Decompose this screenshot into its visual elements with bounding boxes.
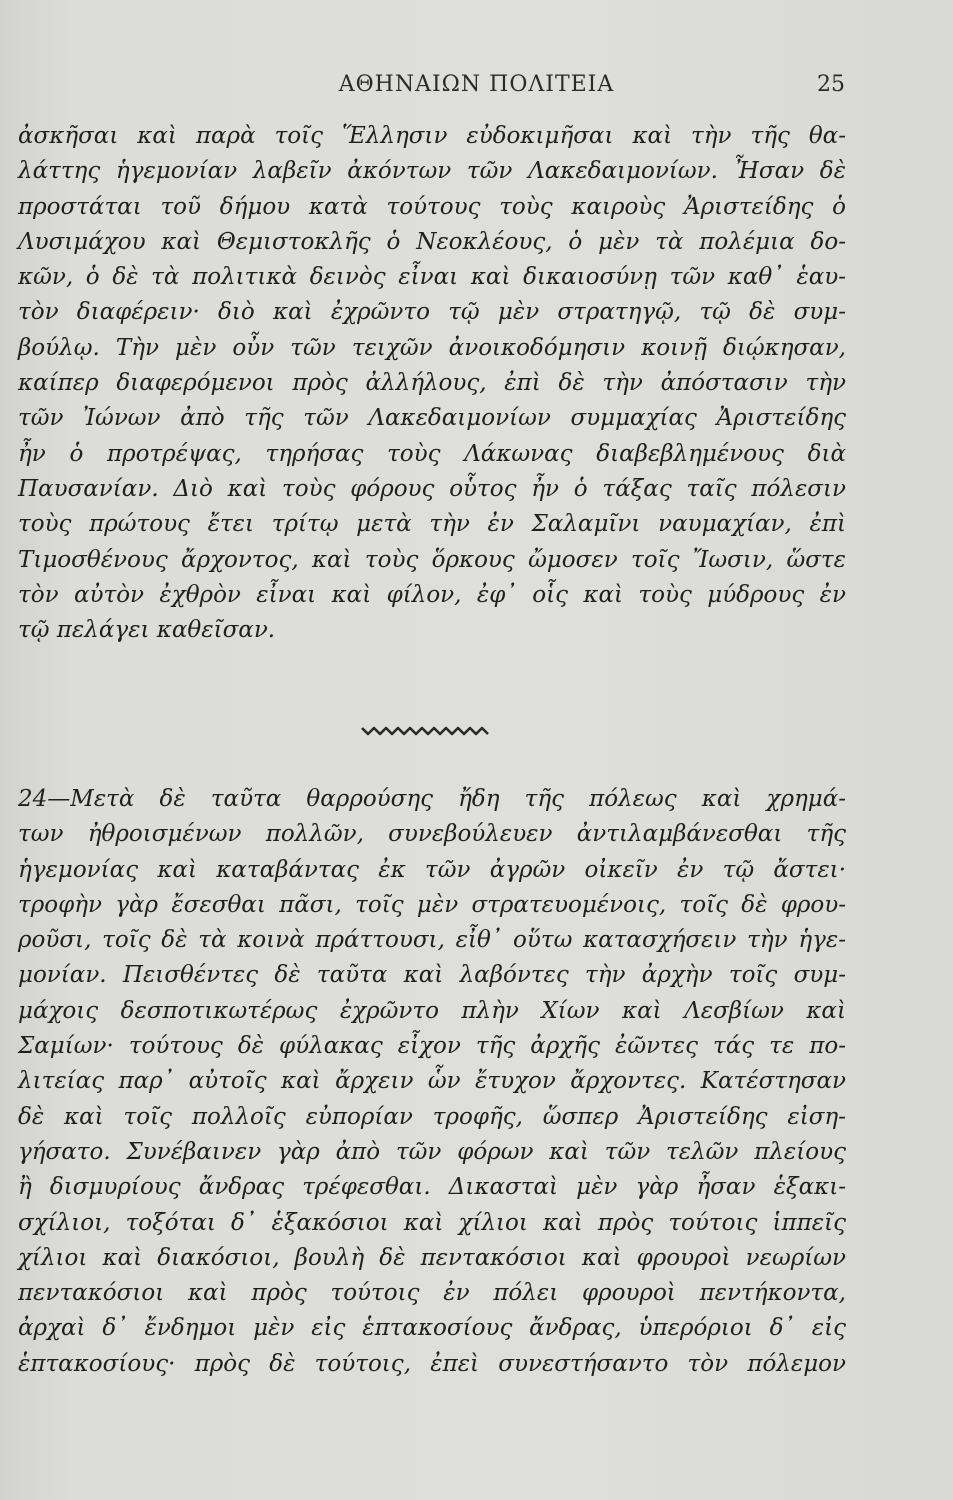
text-line: δὲ καὶ τοῖς πολλοῖς εὐπορίαν τροφῆς, ὥσπερ Ἀριστείδης εἰση-	[18, 1103, 846, 1130]
text-line: ἦν ὁ προτρέψας, τηρήσας τοὺς Λάκωνας διαβεβλημένους διὰ	[18, 440, 846, 467]
text-line: ἑπτακοσίους· πρὸς δὲ τούτοις, ἐπεὶ συνεστήσαντο τὸν πόλεμον	[18, 1350, 846, 1377]
page-number: 25	[817, 72, 845, 97]
text-line: ἡγεμονίας καὶ καταβάντας ἐκ τῶν ἀγρῶν οἰκεῖν ἐν τῷ ἄστει·	[18, 856, 846, 883]
text-line: βούλῳ. Τὴν μὲν οὖν τῶν τειχῶν ἀνοικοδόμησιν κοινῇ διῴκησαν,	[18, 334, 846, 361]
section-divider-ornament	[360, 720, 500, 740]
text-line: τὸν διαφέρειν· διὸ καὶ ἐχρῶντο τῷ μὲν στρατηγῷ, τῷ δὲ συμ-	[18, 299, 846, 326]
text-line: σχίλιοι, τοξόται δ᾽ ἑξακόσιοι καὶ χίλιοι καὶ πρὸς τούτοις ἱππεῖς	[18, 1209, 846, 1236]
text-line: λιτείας παρ᾽ αὐτοῖς καὶ ἄρχειν ὧν ἔτυχον ἄρχοντες. Κατέστησαν	[18, 1068, 846, 1095]
text-line: λάττης ἡγεμονίαν λαβεῖν ἀκόντων τῶν Λακεδαιμονίων. Ἦσαν δὲ	[18, 158, 846, 185]
text-line: Παυσανίαν. Διὸ καὶ τοὺς φόρους οὗτος ἦν ὁ τάξας ταῖς πόλεσιν	[18, 475, 846, 502]
text-line: τροφὴν γὰρ ἔσεσθαι πᾶσι, τοῖς μὲν στρατευομένοις, τοῖς δὲ φρου-	[18, 891, 846, 918]
text-line: ἀσκῆσαι καὶ παρὰ τοῖς Ἕλλησιν εὐδοκιμῆσαι καὶ τὴν τῆς θα-	[18, 123, 846, 149]
text-line: καίπερ διαφερόμενοι πρὸς ἀλλήλους, ἐπὶ δὲ τὴν ἀπόστασιν τὴν	[18, 370, 846, 397]
text-line: Τιμοσθένους ἄρχοντος, καὶ τοὺς ὅρκους ὤμοσεν τοῖς Ἴωσιν, ὥστε	[18, 546, 846, 573]
text-line: των ἠθροισμένων πολλῶν, συνεβούλευεν ἀντιλαμβάνεσθαι τῆς	[18, 821, 846, 848]
text-line: μονίαν. Πεισθέντες δὲ ταῦτα καὶ λαβόντες τὴν ἀρχὴν τοῖς συμ-	[18, 962, 846, 989]
text-line: Λυσιμάχου καὶ Θεμιστοκλῆς ὁ Νεοκλέους, ὁ μὲν τὰ πολέμια δο-	[18, 228, 846, 255]
text-line: προστάται τοῦ δήμου κατὰ τούτους τοὺς καιροὺς Ἀριστείδης ὁ	[18, 193, 846, 220]
text-line: γήσατο. Συνέβαινεν γὰρ ἀπὸ τῶν φόρων καὶ τῶν τελῶν πλείους	[18, 1138, 846, 1165]
page-header	[0, 68, 953, 102]
text-line: κῶν, ὁ δὲ τὰ πολιτικὰ δεινὸς εἶναι καὶ δικαιοσύνῃ τῶν καθ᾽ ἑαυ-	[18, 264, 846, 291]
text-line: 24—Μετὰ δὲ ταῦτα θαρρούσης ἤδη τῆς πόλεως καὶ χρημά-	[18, 786, 846, 812]
text-line: τοὺς πρώτους ἔτει τρίτῳ μετὰ τὴν ἐν Σαλαμῖνι ναυμαχίαν, ἐπὶ	[18, 511, 846, 538]
paragraph-1	[18, 119, 846, 648]
text-line: τῶν Ἰώνων ἀπὸ τῆς τῶν Λακεδαιμονίων συμμαχίας Ἀριστείδης	[18, 405, 846, 432]
text-line: χίλιοι καὶ διακόσιοι, βουλὴ δὲ πεντακόσιοι καὶ φρουροὶ νεωρίων	[18, 1244, 846, 1271]
text-line: ἢ δισμυρίους ἄνδρας τρέφεσθαι. Δικασταὶ μὲν γὰρ ἦσαν ἑξακι-	[18, 1174, 846, 1201]
text-line: Σαμίων· τούτους δὲ φύλακας εἶχον τῆς ἀρχῆς ἐῶντες τάς τε πο-	[18, 1033, 846, 1060]
paragraph-2	[18, 782, 846, 1382]
running-title: ΑΘΗΝΑΙΩΝ ΠΟΛΙΤΕΙΑ	[338, 72, 615, 97]
text-line: πεντακόσιοι καὶ πρὸς τούτοις ἐν πόλει φρουροὶ πεντήκοντα,	[18, 1280, 846, 1307]
text-line: ροῦσι, τοῖς δὲ τὰ κοινὰ πράττουσι, εἶθ᾽ οὕτω κατασχήσειν τὴν ἡγε-	[18, 927, 846, 954]
text-line: ἀρχαὶ δ᾽ ἔνδημοι μὲν εἰς ἑπτακοσίους ἄνδρας, ὑπερόριοι δ᾽ εἰς	[18, 1315, 846, 1342]
text-line: τὸν αὐτὸν ἐχθρὸν εἶναι καὶ φίλον, ἐφ᾽ οἷς καὶ τοὺς μύδρους ἐν	[18, 581, 846, 608]
text-line: τῷ πελάγει καθεῖσαν.	[18, 617, 276, 644]
text-line: μάχοις δεσποτικωτέρως ἐχρῶντο πλὴν Χίων καὶ Λεσβίων καὶ	[18, 997, 846, 1024]
